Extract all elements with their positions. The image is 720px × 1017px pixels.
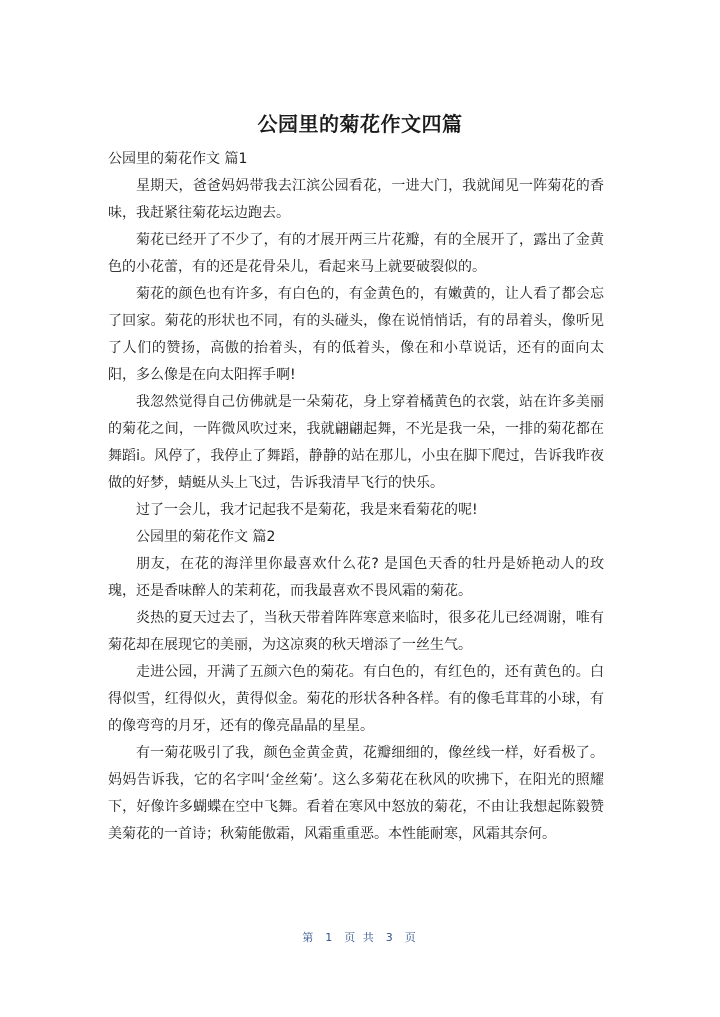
- document-body: [108, 146, 604, 848]
- section-heading: 公园里的菊花作文 篇2: [136, 529, 276, 545]
- paragraph: 朋友，在花的海洋里你最喜欢什么花? 是国色天香的牡丹是娇艳动人的玫瑰，还是香味醉人的茉莉花，而我最喜欢不畏风霜的菊花。: [108, 556, 604, 599]
- page-label-mid: 页 共: [344, 931, 376, 944]
- page-label-suffix: 页: [404, 931, 418, 944]
- paragraph: 我忽然觉得自己仿佛就是一朵菊花，身上穿着橘黄色的衣裳，站在许多美丽的菊花之间，一阵微风吹过来，我就翩翩起舞，不光是我一朵，一排的菊花都在舞蹈i。风停了，我停止了舞蹈，静静的站在那儿，小虫在脚下爬过，告诉我昨夜做的好梦，蜻蜓从头上飞过，告诉我清早飞行的快乐。: [108, 394, 604, 491]
- paragraph: 星期天，爸爸妈妈带我去江滨公园看花，一进大门，我就闻见一阵菊花的香味，我赶紧往菊花坛边跑去。: [108, 178, 604, 221]
- document-title: 公园里的菊花作文四篇: [257, 112, 463, 136]
- page-label-prefix: 第: [302, 931, 316, 944]
- paragraph: 炎热的夏天过去了，当秋天带着阵阵寒意来临时，很多花儿已经凋谢，唯有菊花却在展现它的美丽，为这凉爽的秋天增添了一丝生气。: [108, 610, 604, 653]
- page-footer: [0, 929, 720, 945]
- section-heading: 公园里的菊花作文 篇1: [108, 151, 248, 167]
- paragraph: 菊花的颜色也有许多，有白色的，有金黄色的，有嫩黄的，让人看了都会忘了回家。菊花的形状也不同，有的头碰头，像在说悄悄话，有的昂着头，像听见了人们的赞扬，高傲的抬着头，有的低着头，像在和小草说话，还有的面向太阳，多么像是在向太阳挥手啊!: [108, 286, 604, 383]
- paragraph: 过了一会儿，我才记起我不是菊花，我是来看菊花的呢!: [136, 502, 478, 518]
- paragraph: 菊花已经开了不少了，有的才展开两三片花瓣，有的全展开了，露出了金黄色的小花蕾，有的还是花骨朵儿，看起来马上就要破裂似的。: [108, 232, 604, 275]
- paragraph: 有一菊花吸引了我，颜色金黄金黄，花瓣细细的，像丝线一样，好看极了。妈妈告诉我，它的名字叫‘金丝菊’。这么多菊花在秋风的吹拂下，在阳光的照耀下，好像许多蝴蝶在空中飞舞。看着在寒风中怒放的菊花，不由让我想起陈毅赞美菊花的一首诗；秋菊能傲霜，风霜重重恶。本性能耐寒，风霜其奈何。: [108, 745, 604, 842]
- paragraph: 走进公园，开满了五颜六色的菊花。有白色的，有红色的，还有黄色的。白得似雪，红得似火，黄得似金。菊花的形状各种各样。有的像毛茸茸的小球，有的像弯弯的月牙，还有的像亮晶晶的星星。: [108, 664, 604, 734]
- current-page-number: 1: [325, 931, 335, 944]
- total-pages-number: 3: [385, 931, 395, 944]
